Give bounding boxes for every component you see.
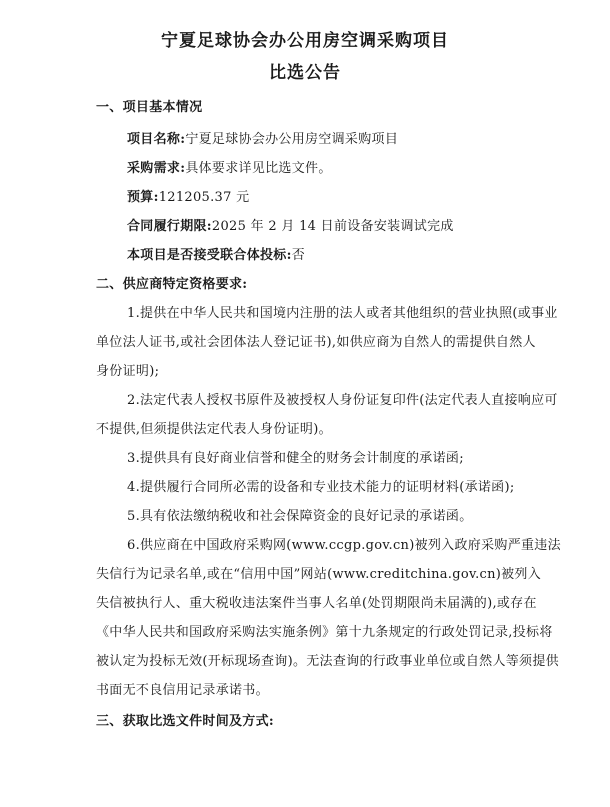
consortium-value: 否 [291, 248, 306, 263]
item6-line2: 失信行为记录名单,或在“信用中国”网站(www.creditchina.gov.cn)被列入 [96, 567, 542, 582]
section1-heading: 一、项目基本情况 [96, 100, 203, 115]
item1-line2: 单位法人证书,或社会团体法人登记证书),如供应商为自然人的需提供自然人 [96, 335, 536, 350]
demand-value: 具体要求详见比选文件。 [185, 161, 332, 176]
section2-heading: 二、供应商特定资格要求: [96, 277, 248, 292]
demand-row [127, 157, 332, 176]
document-title-line1: 宁夏足球协会办公用房空调采购项目 [161, 31, 449, 51]
item6-line1: 6.供应商在中国政府采购网(www.ccgp.gov.cn)被列入政府采购严重违法 [127, 538, 561, 553]
item6-line4: 《中华人民共和国政府采购法实施条例》第十九条规定的行政处罚记录,投标将 [96, 625, 553, 640]
budget-value: 121205.37 元 [158, 190, 250, 205]
item5-line1: 5.具有依法缴纳税收和社会保障资金的良好记录的承诺函。 [127, 509, 473, 524]
demand-label: 采购需求: [127, 161, 186, 176]
item3-line1: 3.提供具有良好商业信誉和健全的财务会计制度的承诺函; [127, 451, 464, 466]
item1-line1: 1.提供在中华人民共和国境内注册的法人或者其他组织的营业执照(或事业 [127, 306, 558, 321]
item6-line3: 失信被执行人、重大税收违法案件当事人名单(处罚期限尚未届满的),或存在 [96, 596, 537, 611]
contract-label: 合同履行期限: [127, 219, 212, 234]
consortium-row [127, 244, 305, 263]
contract-row [127, 215, 454, 234]
budget-label: 预算: [127, 190, 159, 205]
item2-line1: 2.法定代表人授权书原件及被授权人身份证复印件(法定代表人直接响应可 [127, 393, 558, 408]
item6-line6: 书面无不良信用记录承诺书。 [96, 683, 269, 698]
item4-line1: 4.提供履行合同所必需的设备和专业技术能力的证明材料(承诺函); [127, 480, 515, 495]
item6-line5: 被认定为投标无效(开标现场查询)。无法查询的行政事业单位或自然人等须提供 [96, 654, 559, 669]
project-name-row [127, 128, 398, 147]
section3-heading: 三、获取比选文件时间及方式: [96, 714, 274, 729]
document-title-line2: 比选公告 [269, 63, 341, 83]
contract-value: 2025 年 2 月 14 日前设备安装调试完成 [211, 219, 454, 234]
item1-line3: 身份证明); [96, 364, 160, 379]
item2-line2: 不提供,但须提供法定代表人身份证明)。 [96, 422, 332, 437]
consortium-label: 本项目是否接受联合体投标: [127, 248, 292, 263]
budget-row [127, 186, 249, 205]
project-name-label: 项目名称: [127, 132, 186, 147]
project-name-value: 宁夏足球协会办公用房空调采购项目 [185, 132, 399, 147]
